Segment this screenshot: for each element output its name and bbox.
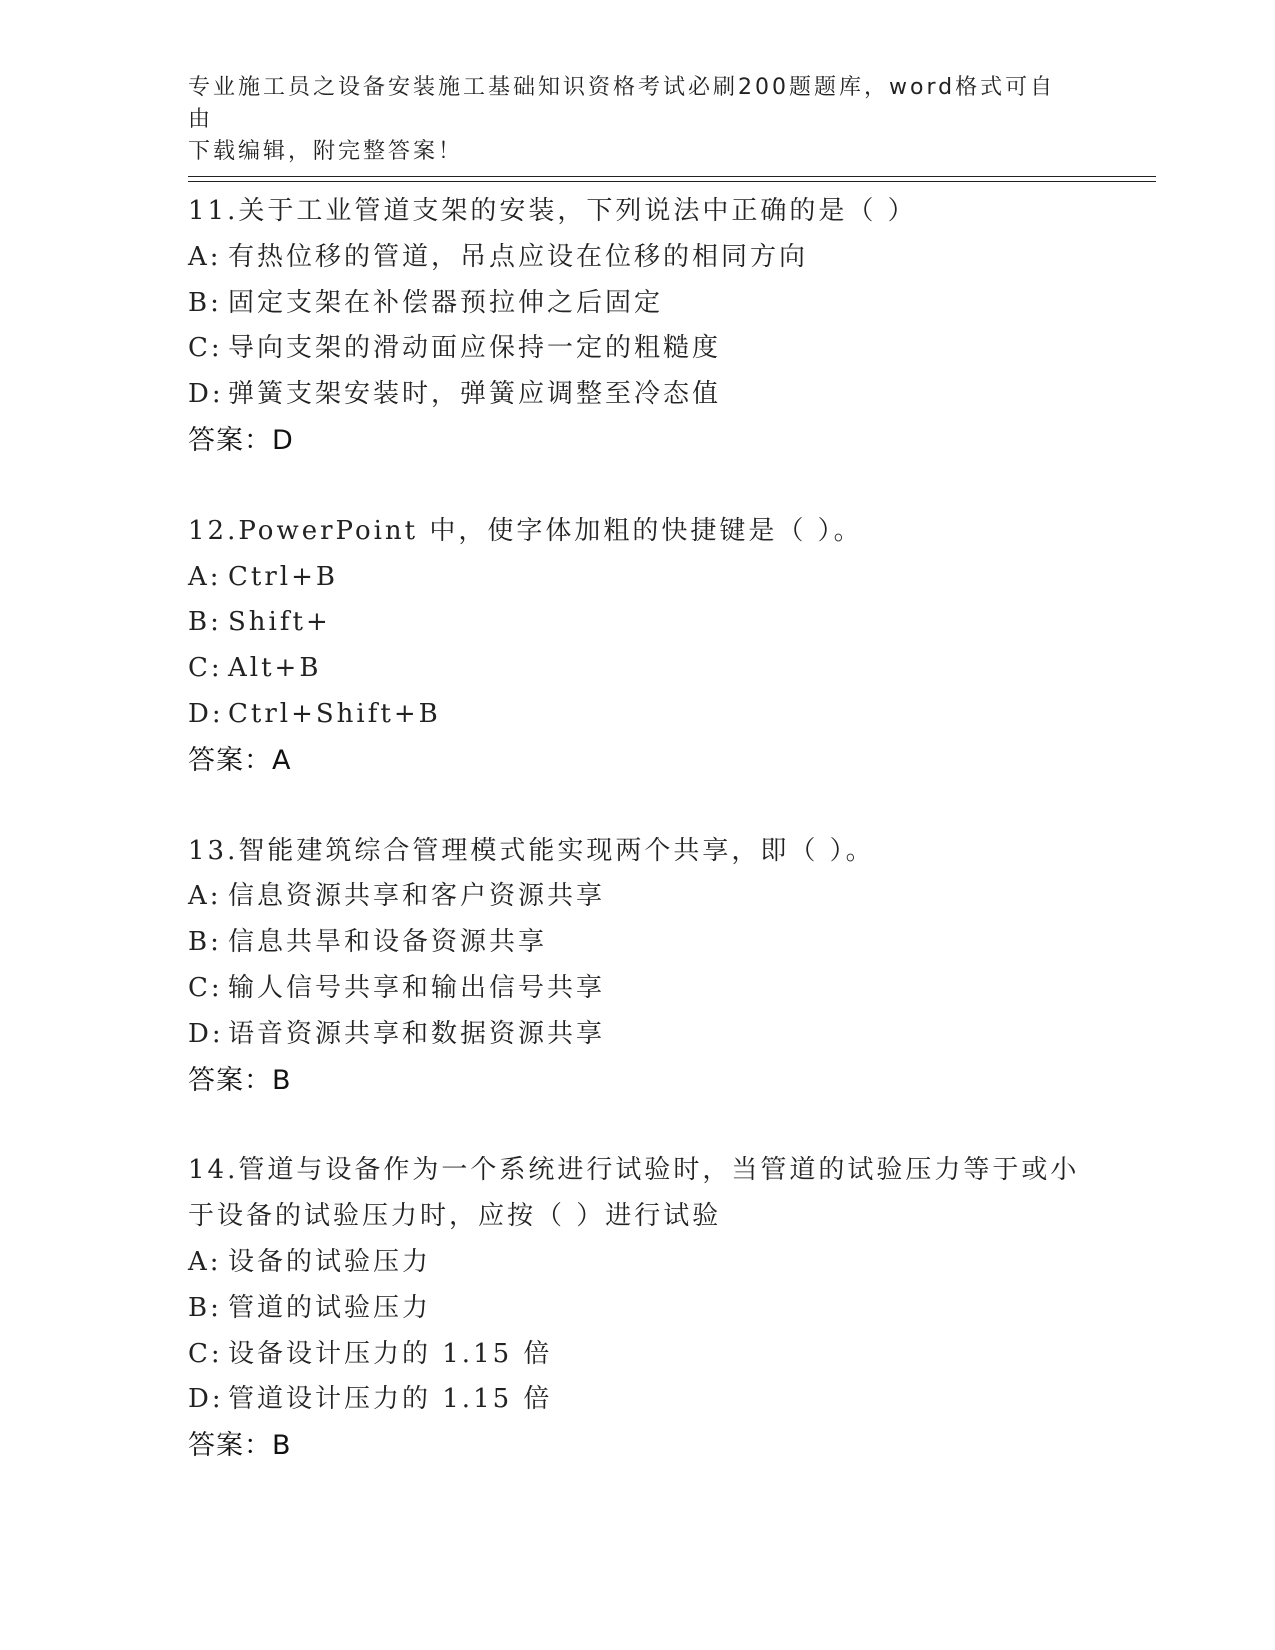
option-letter: C: [188,333,223,364]
option-text: 管道设计压力的 1.15 倍 [228,1384,553,1415]
option-letter: A: [188,1246,222,1277]
option-b [188,281,1088,327]
header-divider-bottom [188,181,1156,182]
option-text: Ctrl+B [228,561,338,592]
question-12 [188,509,1088,784]
option-text: Alt+B [228,653,322,684]
option-letter: B: [188,287,222,318]
question-stem: 12.PowerPoint 中，使字体加粗的快捷键是（ ）。 [188,515,863,546]
option-letter: D: [188,1018,224,1049]
question-11 [188,189,1088,464]
option-text: 设备的试验压力 [228,1246,432,1277]
option-c [188,646,1088,692]
question-stem-line-1: 14.管道与设备作为一个系统进行试验时，当管道的试验压力等于或小 [188,1155,1080,1186]
question-14 [188,1148,1088,1469]
option-d [188,1377,1088,1423]
header-divider-top [188,176,1156,177]
option-letter: D: [188,379,224,410]
option-text: Shift+ [228,607,331,638]
option-d [188,372,1088,418]
answer-line: 答案：B [188,1064,292,1096]
option-a [188,874,1088,920]
option-text: 导向支架的滑动面应保持一定的粗糙度 [228,333,722,364]
question-list [188,189,1088,1469]
option-text: 设备设计压力的 1.15 倍 [228,1338,553,1369]
document-header [188,72,1068,168]
option-text: 输人信号共享和输出信号共享 [228,972,606,1003]
option-letter: D: [188,698,224,729]
option-text: 弹簧支架安装时，弹簧应调整至冷态值 [228,379,722,410]
option-letter: D: [188,1384,224,1415]
question-stem-line-2: 于设备的试验压力时，应按（ ）进行试验 [188,1201,722,1232]
option-text: 信息共旱和设备资源共享 [228,927,548,958]
option-letter: B: [188,607,222,638]
option-a [188,235,1088,281]
option-text: 信息资源共享和客户资源共享 [228,881,606,912]
option-letter: A: [188,561,222,592]
question-stem: 13.智能建筑综合管理模式能实现两个共享，即（ ）。 [188,835,875,866]
option-b [188,920,1088,966]
option-c [188,326,1088,372]
option-text: 管道的试验压力 [228,1292,432,1323]
question-stem: 11.关于工业管道支架的安装，下列说法中正确的是（ ） [188,196,917,226]
option-text: 有热位移的管道，吊点应设在位移的相同方向 [228,241,809,272]
answer-line: 答案：D [188,424,294,456]
option-text: 语音资源共享和数据资源共享 [228,1018,606,1049]
question-13 [188,829,1088,1104]
answer-line: 答案：A [188,744,292,776]
option-a [188,555,1088,601]
option-letter: C: [188,653,223,684]
option-letter: B: [188,927,222,958]
option-b [188,600,1088,646]
option-letter: C: [188,1338,223,1369]
option-letter: A: [188,241,222,272]
option-text: Ctrl+Shift+B [228,698,441,729]
option-c [188,1332,1088,1378]
header-line-1: 专业施工员之设备安装施工基础知识资格考试必刷200题题库，word格式可自由 [188,75,1056,132]
option-d [188,692,1088,738]
option-c [188,966,1088,1012]
option-b [188,1286,1088,1332]
option-d [188,1012,1088,1058]
option-text: 固定支架在补偿器预拉伸之后固定 [228,287,664,318]
option-letter: A: [188,881,222,912]
option-letter: C: [188,972,223,1003]
option-letter: B: [188,1292,222,1323]
answer-line: 答案：B [188,1430,292,1462]
option-a [188,1240,1088,1286]
header-line-2: 下载编辑，附完整答案！ [188,139,464,164]
